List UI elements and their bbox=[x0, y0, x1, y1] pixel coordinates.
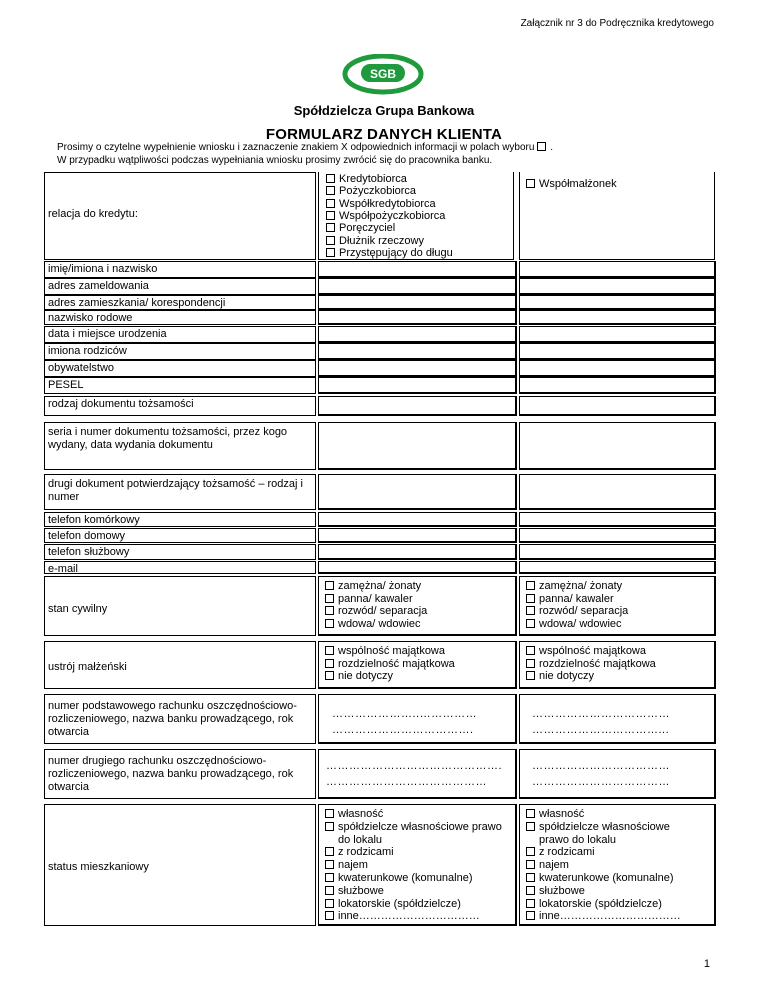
credit-relation-label: relacja do kredytu: bbox=[48, 208, 138, 220]
home-phone-field[interactable] bbox=[318, 528, 517, 543]
checkbox-icon[interactable] bbox=[326, 174, 335, 183]
option-regime-spouse[interactable]: rozdzielność majątkowa bbox=[526, 658, 656, 671]
checkbox-icon[interactable] bbox=[325, 822, 334, 831]
checkbox-icon[interactable] bbox=[526, 594, 535, 603]
work-phone-field-spouse[interactable] bbox=[519, 544, 716, 560]
name-label: imię/imiona i nazwisko bbox=[48, 263, 158, 275]
checkbox-icon[interactable] bbox=[325, 606, 334, 615]
option-credit-relation[interactable]: Poręczyciel bbox=[326, 222, 395, 235]
work-phone-label: telefon służbowy bbox=[48, 546, 130, 558]
option-marital-spouse[interactable]: zamężna/ żonaty bbox=[526, 580, 622, 593]
option-housing-spouse[interactable]: kwaterunkowe (komunalne) bbox=[526, 872, 674, 885]
checkbox-icon[interactable] bbox=[526, 822, 535, 831]
org-name: Spółdzielcza Grupa Bankowa bbox=[293, 103, 475, 118]
form-title: FORMULARZ DANYCH KLIENTA bbox=[265, 126, 503, 143]
checkbox-icon[interactable] bbox=[325, 594, 334, 603]
housing-label: status mieszkaniowy bbox=[48, 861, 149, 873]
option-housing-spouse[interactable]: z rodzicami bbox=[526, 846, 595, 859]
checkbox-icon[interactable] bbox=[526, 659, 535, 668]
id-details-field[interactable] bbox=[318, 422, 517, 470]
option-credit-relation[interactable]: Współpożyczkobiorca bbox=[326, 210, 445, 223]
mobile-label: telefon komórkowy bbox=[48, 514, 140, 526]
option-housing[interactable]: najem bbox=[325, 859, 368, 872]
logo-text: SGB bbox=[369, 67, 397, 81]
option-credit-relation[interactable]: Dłużnik rzeczowy bbox=[326, 235, 424, 248]
option-housing-spouse[interactable]: własność bbox=[526, 808, 584, 821]
checkbox-icon[interactable] bbox=[326, 248, 335, 257]
email-field[interactable] bbox=[318, 561, 517, 574]
checkbox-icon[interactable] bbox=[326, 236, 335, 245]
checkbox-icon[interactable] bbox=[325, 873, 334, 882]
residence-address-label: adres zamieszkania/ korespondencji bbox=[48, 297, 226, 309]
option-housing[interactable]: własność bbox=[325, 808, 383, 821]
checkbox-icon[interactable] bbox=[325, 911, 334, 920]
home-phone-field-spouse[interactable] bbox=[519, 528, 716, 543]
checkbox-icon[interactable] bbox=[526, 606, 535, 615]
option-credit-relation[interactable]: Kredytobiorca bbox=[326, 173, 407, 186]
option-marital[interactable]: wdowa/ wdowiec bbox=[325, 618, 421, 631]
account1-dots-right-2: ……………………………... bbox=[532, 724, 670, 736]
checkbox-icon[interactable] bbox=[325, 847, 334, 856]
account2-dots-right-1: ……………………………… bbox=[532, 760, 670, 772]
option-housing-spouse[interactable]: inne…………………………… bbox=[526, 910, 681, 923]
second-doc-field[interactable] bbox=[318, 474, 517, 510]
checkbox-icon[interactable] bbox=[325, 619, 334, 628]
checkbox-icon[interactable] bbox=[325, 860, 334, 869]
checkbox-icon[interactable] bbox=[526, 671, 535, 680]
option-regime[interactable]: nie dotyczy bbox=[325, 670, 393, 683]
checkbox-icon[interactable] bbox=[526, 809, 535, 818]
checkbox-icon[interactable] bbox=[325, 899, 334, 908]
name-field[interactable] bbox=[318, 261, 517, 278]
account2-label: numer drugiego rachunku oszczędnościowo-rozliczeniowego, nazwa banku prowadzącego, rok otwarcia bbox=[48, 755, 294, 793]
pesel-field[interactable] bbox=[318, 377, 517, 394]
id-type-field[interactable] bbox=[318, 396, 517, 416]
checkbox-icon[interactable] bbox=[325, 809, 334, 818]
checkbox-icon[interactable] bbox=[326, 186, 335, 195]
option-housing-spouse[interactable]: służbowe bbox=[526, 885, 585, 898]
account1-dots-left-2: ………………………………. bbox=[332, 724, 474, 736]
account1-dots-left-1: …………………..…………… bbox=[332, 708, 478, 720]
option-housing[interactable]: z rodzicami bbox=[325, 846, 394, 859]
checkbox-icon[interactable] bbox=[526, 911, 535, 920]
parents-field-spouse[interactable] bbox=[519, 343, 716, 360]
checkbox-icon[interactable] bbox=[526, 581, 535, 590]
option-housing-spouse[interactable]: najem bbox=[526, 859, 569, 872]
family-name-label: nazwisko rodowe bbox=[48, 312, 133, 324]
attachment-note: Załącznik nr 3 do Podręcznika kredytowego bbox=[520, 18, 714, 29]
birth-field-spouse[interactable] bbox=[519, 326, 716, 343]
checkbox-icon[interactable] bbox=[325, 646, 334, 655]
option-housing-spouse[interactable]: spółdzielcze własnościowe bbox=[526, 821, 670, 834]
option-marital[interactable]: zamężna/ żonaty bbox=[325, 580, 421, 593]
option-regime-spouse[interactable]: nie dotyczy bbox=[526, 670, 594, 683]
account1-label: numer podstawowego rachunku oszczędnościowo-rozliczeniowego, nazwa banku prowadzącego, rok otwarcia bbox=[48, 700, 297, 738]
birth-label: data i miejsce urodzenia bbox=[48, 328, 167, 340]
account2-field-left[interactable] bbox=[318, 749, 517, 799]
option-housing[interactable]: służbowe bbox=[325, 885, 384, 898]
mobile-field[interactable] bbox=[318, 512, 517, 527]
option-housing-spouse: prawo do lokalu bbox=[539, 833, 617, 846]
family-name-field[interactable] bbox=[318, 310, 517, 325]
option-housing: do lokalu bbox=[338, 833, 383, 846]
email-field-spouse[interactable] bbox=[519, 561, 716, 574]
email-label: e-mail bbox=[48, 563, 78, 575]
family-name-field-spouse[interactable] bbox=[519, 310, 716, 325]
checkbox-icon[interactable] bbox=[526, 873, 535, 882]
registered-address-field[interactable] bbox=[318, 278, 517, 295]
account2-dots-right-2: ……………………………… bbox=[532, 776, 670, 788]
option-regime[interactable]: rozdzielność majątkowa bbox=[325, 658, 455, 671]
checkbox-icon[interactable] bbox=[326, 223, 335, 232]
id-type-field-spouse[interactable] bbox=[519, 396, 716, 416]
checkbox-icon[interactable] bbox=[526, 619, 535, 628]
checkbox-icon[interactable] bbox=[526, 860, 535, 869]
checkbox-icon[interactable] bbox=[325, 671, 334, 680]
intro-line-2: W przypadku wątpliwości podczas wypełniania wniosku prosimy zwrócić się do pracownika banku. bbox=[57, 155, 493, 166]
option-spouse[interactable]: Współmałżonek bbox=[526, 178, 617, 191]
second-doc-label: drugi dokument potwierdzający tożsamość – rodzaj i numer bbox=[48, 478, 303, 503]
parents-label: imiona rodziców bbox=[48, 345, 127, 357]
option-credit-relation[interactable]: Przystępujący do długu bbox=[326, 247, 453, 260]
checkbox-sample-icon bbox=[537, 142, 546, 151]
account2-dots-left-2: …………………………………… bbox=[326, 776, 487, 788]
checkbox-icon[interactable] bbox=[325, 886, 334, 895]
registered-address-label: adres zameldowania bbox=[48, 280, 149, 292]
checkbox-icon[interactable] bbox=[526, 899, 535, 908]
citizenship-field-spouse[interactable] bbox=[519, 360, 716, 377]
mobile-field-spouse[interactable] bbox=[519, 512, 716, 527]
option-marital-spouse[interactable]: wdowa/ wdowiec bbox=[526, 618, 622, 631]
checkbox-icon[interactable] bbox=[326, 211, 335, 220]
residence-address-field[interactable] bbox=[318, 295, 517, 310]
account2-field-right[interactable] bbox=[519, 749, 716, 799]
pesel-label: PESEL bbox=[48, 379, 84, 391]
option-credit-relation[interactable]: Współkredytobiorca bbox=[326, 198, 436, 211]
option-marital[interactable]: panna/ kawaler bbox=[325, 593, 413, 606]
option-marital[interactable]: rozwód/ separacja bbox=[325, 605, 427, 618]
second-doc-field-spouse[interactable] bbox=[519, 474, 716, 510]
birth-field[interactable] bbox=[318, 326, 517, 343]
checkbox-icon[interactable] bbox=[325, 659, 334, 668]
option-marital-spouse[interactable]: panna/ kawaler bbox=[526, 593, 614, 606]
option-housing-spouse[interactable]: lokatorskie (spółdzielcze) bbox=[526, 898, 662, 911]
home-phone-label: telefon domowy bbox=[48, 530, 126, 542]
checkbox-icon[interactable] bbox=[325, 581, 334, 590]
checkbox-icon[interactable] bbox=[526, 886, 535, 895]
checkbox-icon[interactable] bbox=[526, 646, 535, 655]
account1-dots-right-1: ……………………………… bbox=[532, 708, 670, 720]
citizenship-field[interactable] bbox=[318, 360, 517, 377]
parents-field[interactable] bbox=[318, 343, 517, 360]
option-housing[interactable]: lokatorskie (spółdzielcze) bbox=[325, 898, 461, 911]
id-details-label: seria i numer dokumentu tożsamości, przez kogo wydany, data wydania dokumentu bbox=[48, 426, 288, 451]
checkbox-icon[interactable] bbox=[526, 847, 535, 856]
option-housing[interactable]: inne…………………………… bbox=[325, 910, 480, 923]
checkbox-icon[interactable] bbox=[326, 199, 335, 208]
option-marital-spouse[interactable]: rozwód/ separacja bbox=[526, 605, 628, 618]
id-type-label: rodzaj dokumentu tożsamości bbox=[48, 398, 194, 410]
intro-line-1: Prosimy o czytelne wypełnienie wniosku i zaznaczenie znakiem X odpowiednich informacji w polach wyboru . bbox=[57, 142, 554, 153]
id-details-field-spouse[interactable] bbox=[519, 422, 716, 470]
checkbox-icon[interactable] bbox=[526, 179, 535, 188]
residence-address-field-spouse[interactable] bbox=[519, 295, 716, 310]
sgb-logo bbox=[283, 54, 483, 110]
name-field-spouse[interactable] bbox=[519, 261, 716, 278]
option-housing[interactable]: kwaterunkowe (komunalne) bbox=[325, 872, 473, 885]
citizenship-label: obywatelstwo bbox=[48, 362, 115, 374]
work-phone-field[interactable] bbox=[318, 544, 517, 560]
option-credit-relation[interactable]: Pożyczkobiorca bbox=[326, 185, 416, 198]
page-number: 1 bbox=[703, 958, 710, 970]
account2-dots-left-1: ………………………………………. bbox=[326, 760, 503, 772]
option-housing[interactable]: spółdzielcze własnościowe prawo bbox=[325, 821, 502, 834]
pesel-field-spouse[interactable] bbox=[519, 377, 716, 394]
regime-label: ustrój małżeński bbox=[48, 661, 127, 673]
option-regime-spouse[interactable]: wspólność majątkowa bbox=[526, 645, 646, 658]
option-regime[interactable]: wspólność majątkowa bbox=[325, 645, 445, 658]
registered-address-field-spouse[interactable] bbox=[519, 278, 716, 295]
marital-label: stan cywilny bbox=[48, 603, 108, 615]
